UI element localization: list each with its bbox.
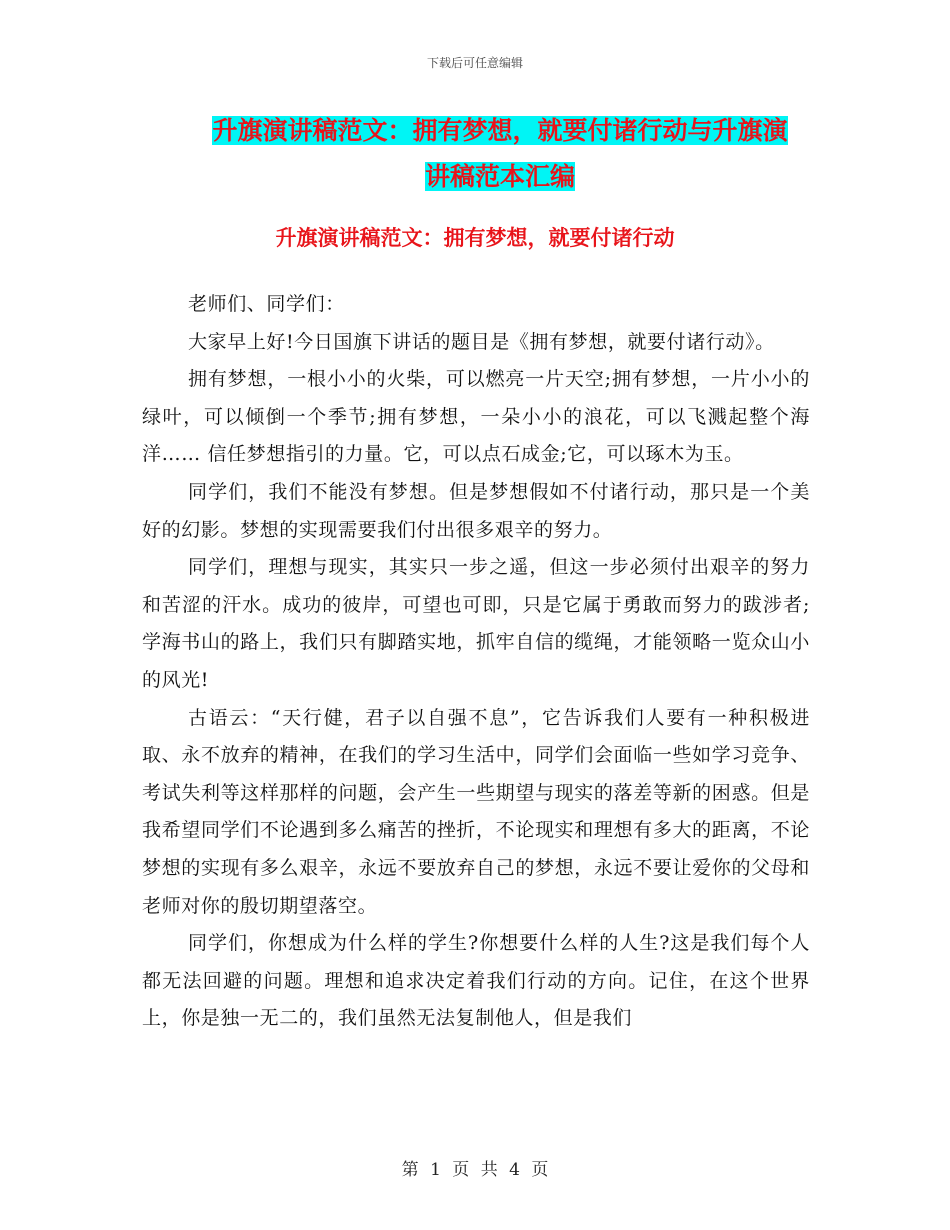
paragraph: 大家早上好!今日国旗下讲话的题目是《拥有梦想，就要付诸行动》。 — [188, 330, 775, 353]
document-title — [150, 108, 850, 200]
paragraph-salutation: 老师们、同学们： — [188, 293, 345, 315]
paragraph: 拥有梦想，一根小小的火柴，可以燃亮一片天空;拥有梦想，一片小小的绿叶，可以倾倒一个季节;拥有梦想，一朵小小的浪花，可以飞溅起整个海洋…… 信任梦想指引的力量。它，可以点石成金;它，可以琢木为玉。 — [142, 368, 810, 466]
header-note: 下载后可任意编辑 — [426, 56, 523, 70]
paragraph: 古语云：“天行健，君子以自强不息”，它告诉我们人要有一种积极进取、永不放弃的精神，在我们的学习生活中，同学们会面临一些如学习竞争、考试失利等这样那样的问题，会产生一些期望与现实的落差等新的困惑。但是我希望同学们不论遇到多么痛苦的挫折，不论现实和理想有多大的距离，不论梦想的实现有多么艰辛，永远不要放弃自己的梦想，永远不要让爱你的父母和老师对你的殷切期望落空。 — [142, 706, 810, 917]
section-title: 升旗演讲稿范文：拥有梦想，就要付诸行动 — [275, 226, 675, 250]
page-footer: 第 1 页 共 4 页 — [401, 1160, 549, 1180]
title-line-2: 讲稿范本汇编 — [424, 162, 575, 191]
body-text — [142, 286, 810, 1038]
paragraph: 同学们，我们不能没有梦想。但是梦想假如不付诸行动，那只是一个美好的幻影。梦想的实现需要我们付出很多艰辛的努力。 — [142, 480, 810, 541]
paragraph: 同学们，理想与现实，其实只一步之遥，但这一步必须付出艰辛的努力和苦涩的汗水。成功的彼岸，可望也可即，只是它属于勇敢而努力的跋涉者;学海书山的路上，我们只有脚踏实地，抓牢自信的缆绳，才能领略一览众山小的风光! — [142, 556, 810, 691]
paragraph: 同学们，你想成为什么样的学生?你想要什么样的人生?这是我们每个人都无法回避的问题。理想和追求决定着我们行动的方向。记住，在这个世界上，你是独一无二的，我们虽然无法复制他人，但是我们 — [142, 932, 810, 1030]
title-line-1: 升旗演讲稿范文：拥有梦想，就要付诸行动与升旗演 — [212, 116, 788, 145]
